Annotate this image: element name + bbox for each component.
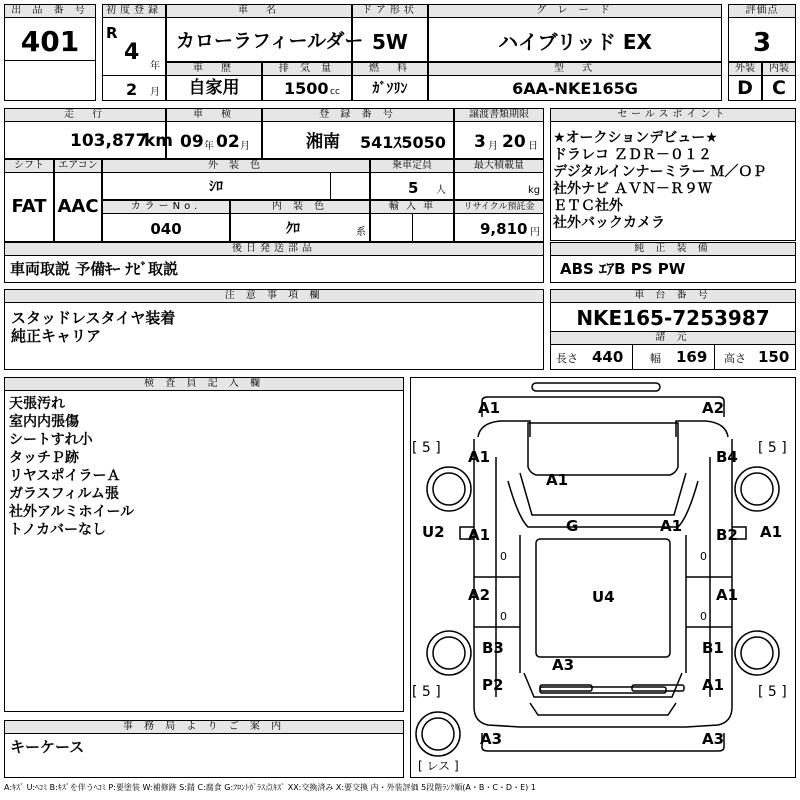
damage-rear-right: A1 bbox=[702, 676, 725, 694]
damage-hatch: A3 bbox=[552, 656, 575, 674]
exterior-grade: D bbox=[737, 77, 753, 99]
damage-rear-left: P2 bbox=[482, 676, 504, 694]
spare-tire: [ レス ] bbox=[418, 759, 459, 773]
specs-header: 諸 元 bbox=[550, 331, 796, 345]
equipment-header: 純 正 装 備 bbox=[550, 242, 796, 256]
reg-area: 湘南 bbox=[306, 132, 340, 152]
history-header: 車 歴 bbox=[166, 62, 262, 76]
door-handle-mark: 0 bbox=[700, 610, 707, 623]
displacement-header: 排 気 量 bbox=[262, 62, 352, 76]
car-name-header: 車 名 bbox=[166, 4, 352, 18]
car-name-value: カローラフィールダー bbox=[176, 30, 364, 52]
mileage-value: 103,877 bbox=[70, 131, 148, 151]
damage-front-right: A2 bbox=[702, 399, 725, 417]
door-value: 5W bbox=[372, 30, 408, 54]
rating-header: 評価点 bbox=[728, 4, 796, 18]
max-load-header: 最大積載量 bbox=[454, 159, 544, 173]
height-label: 高さ bbox=[724, 352, 746, 365]
length-value: 440 bbox=[592, 348, 624, 366]
damage-fr-door: B2 bbox=[716, 526, 738, 544]
interior-header: 内装 bbox=[762, 62, 796, 76]
exterior-header: 外装 bbox=[728, 62, 762, 76]
rating-value: 3 bbox=[752, 28, 772, 58]
sales-point: ドラレコ ＺＤＲ－０１２ bbox=[553, 147, 712, 163]
displacement-unit: cc bbox=[330, 87, 340, 97]
damage-hood: A1 bbox=[546, 471, 569, 489]
mileage-unit: km bbox=[144, 131, 174, 151]
capacity-header: 乗車定員 bbox=[370, 159, 454, 173]
legend: A:ｷｽﾞ U:ﾍｺﾐ B:ｷｽﾞを伴うﾍｺﾐ P:要塗装 W:補修跡 S:錆 C:腐食 G:ﾌﾛﾝﾄｶﾞﾗｽ点ｷｽﾞ XX:交換済み X:要交換 内・外装評価 5段階ﾗﾝｸ順(A・B・C・D・E) 1 bbox=[4, 783, 536, 792]
lot-no-value: 401 bbox=[20, 25, 80, 58]
office-header: 事 務 局 よ り ご 案 内 bbox=[4, 720, 404, 734]
sales-point: デジタルインナーミラー Ｍ／ＯＰ bbox=[553, 164, 767, 180]
inspector-note: タッチＰ跡 bbox=[9, 450, 79, 466]
sales-points-header: セールスポイント bbox=[550, 108, 796, 122]
door-handle-mark: 0 bbox=[700, 550, 707, 563]
fuel-header: 燃 料 bbox=[352, 62, 428, 76]
int-color-value: ｸﾛ bbox=[286, 221, 300, 237]
sales-point: 社外ナビ ＡＶＮ－Ｒ９Ｗ bbox=[553, 181, 712, 197]
aircon-header: エアコン bbox=[54, 159, 102, 173]
year-unit: 年 bbox=[150, 61, 160, 72]
grade-header: グ レ ー ド bbox=[428, 4, 722, 18]
fuel-value: ｶﾞｿﾘﾝ bbox=[372, 81, 408, 97]
first-reg-header: 初度登録 bbox=[102, 4, 166, 18]
recycle-value: 9,810 bbox=[480, 220, 528, 238]
damage-rear-bumper-right: A3 bbox=[702, 730, 725, 748]
color-no-header: カラーNo. bbox=[102, 200, 230, 214]
damage-rr-quarter: B1 bbox=[702, 639, 724, 657]
color-no-value: 040 bbox=[150, 220, 182, 238]
note-line: スタッドレスタイヤ装着 bbox=[11, 309, 176, 327]
height-value: 150 bbox=[758, 348, 790, 366]
recycle-header: リサイクル預託金 bbox=[454, 200, 544, 214]
transfer-month: 3 bbox=[474, 132, 486, 152]
damage-windshield: G bbox=[566, 517, 579, 535]
damage-fr-fender: B4 bbox=[716, 448, 738, 466]
int-color-unit: 系 bbox=[356, 227, 366, 238]
recycle-unit: 円 bbox=[530, 227, 540, 238]
damage-right-side: A1 bbox=[760, 523, 783, 541]
year-value: 4 bbox=[124, 40, 140, 65]
inspection-header: 車 検 bbox=[166, 108, 262, 122]
shift-value: FAT bbox=[11, 196, 47, 217]
damage-fl-fender: A1 bbox=[468, 448, 491, 466]
model-header: 型 式 bbox=[428, 62, 722, 76]
shift-header: シフト bbox=[4, 159, 54, 173]
month-unit: 月 bbox=[150, 87, 160, 98]
width-value: 169 bbox=[676, 348, 708, 366]
inspector-note: ガラスフィルム張 bbox=[9, 486, 119, 502]
capacity-value: 5 bbox=[408, 179, 419, 197]
ext-color-value: ｼﾛ bbox=[209, 179, 223, 195]
inspector-box bbox=[4, 390, 404, 712]
inspector-note: 室内内張傷 bbox=[9, 414, 79, 430]
door-handle-mark: 0 bbox=[500, 610, 507, 623]
car-outline bbox=[410, 377, 796, 778]
later-parts-header: 後日発送部品 bbox=[4, 242, 544, 256]
reg-number: 541ｽ5050 bbox=[360, 133, 446, 152]
later-parts-value: 車両取説 予備ｷｰ ﾅﾋﾞ取説 bbox=[10, 260, 178, 278]
int-color-header: 内 装 色 bbox=[230, 200, 370, 214]
inspector-note: トノカバーなし bbox=[9, 522, 107, 538]
ext-color-header: 外 装 色 bbox=[102, 159, 370, 173]
damage-rl-door: A2 bbox=[468, 586, 491, 604]
door-handle-mark: 0 bbox=[500, 550, 507, 563]
note-line: 純正キャリア bbox=[11, 327, 102, 345]
office-note: キーケース bbox=[10, 738, 85, 756]
damage-rr-door: A1 bbox=[716, 586, 739, 604]
inspection-month: 02 bbox=[216, 132, 240, 152]
inspector-note: シートすれ小 bbox=[9, 432, 93, 448]
sales-points-box bbox=[550, 121, 796, 241]
history-value: 自家用 bbox=[188, 78, 240, 98]
mileage-header: 走 行 bbox=[4, 108, 166, 122]
damage-fl-door: A1 bbox=[468, 526, 491, 544]
era-value: R bbox=[106, 24, 118, 42]
damage-a-pillar-right: A1 bbox=[660, 517, 683, 535]
month-value: 2 bbox=[126, 80, 138, 99]
grade-value: ハイブリッド EX bbox=[498, 30, 652, 54]
damage-front-left: A1 bbox=[478, 399, 501, 417]
inspection-year: 09 bbox=[180, 132, 204, 152]
transfer-day: 20 bbox=[502, 132, 526, 152]
inspector-header: 検 査 員 記 入 欄 bbox=[4, 377, 404, 391]
reg-no-header: 登 録 番 号 bbox=[262, 108, 454, 122]
inspector-note: 社外アルミホイール bbox=[9, 504, 135, 520]
damage-rear-bumper-left: A3 bbox=[480, 730, 503, 748]
door-header: ドア形状 bbox=[352, 4, 428, 18]
damage-rl-quarter: B3 bbox=[482, 639, 504, 657]
model-value: 6AA-NKE165G bbox=[512, 79, 638, 98]
capacity-unit: 人 bbox=[436, 185, 446, 196]
interior-grade: C bbox=[772, 77, 786, 99]
tire-front-left: [ 5 ] bbox=[412, 440, 441, 456]
equipment-value: ABS ｴｱB PS PW bbox=[560, 260, 686, 278]
damage-roof: U4 bbox=[592, 588, 615, 606]
width-label: 幅 bbox=[650, 352, 661, 365]
tire-rear-right: [ 5 ] bbox=[758, 684, 787, 700]
sales-point: 社外バックカメラ bbox=[553, 215, 665, 231]
tire-front-right: [ 5 ] bbox=[758, 440, 787, 456]
inspector-note: リヤスポイラーＡ bbox=[9, 468, 121, 484]
notes-header: 注 意 事 項 欄 bbox=[4, 289, 544, 303]
chassis-value: NKE165-7253987 bbox=[576, 306, 770, 330]
damage-left-side: U2 bbox=[422, 523, 445, 541]
notes-box bbox=[4, 302, 544, 370]
tire-rear-left: [ 5 ] bbox=[412, 684, 441, 700]
lot-no-header: 出 品 番 号 bbox=[4, 4, 96, 18]
sales-point: ★オークションデビュー★ bbox=[553, 130, 718, 146]
aircon-value: AAC bbox=[57, 196, 99, 217]
inspector-note: 天張汚れ bbox=[9, 396, 65, 412]
max-load-unit: kg bbox=[528, 185, 541, 196]
import-header: 輸 入 車 bbox=[370, 200, 454, 214]
length-label: 長さ bbox=[556, 352, 578, 365]
sales-point: ＥＴＣ社外 bbox=[553, 198, 623, 214]
transfer-header: 譲渡書類期限 bbox=[454, 108, 544, 122]
chassis-header: 車 台 番 号 bbox=[550, 289, 796, 303]
displacement-value: 1500 bbox=[284, 79, 329, 98]
